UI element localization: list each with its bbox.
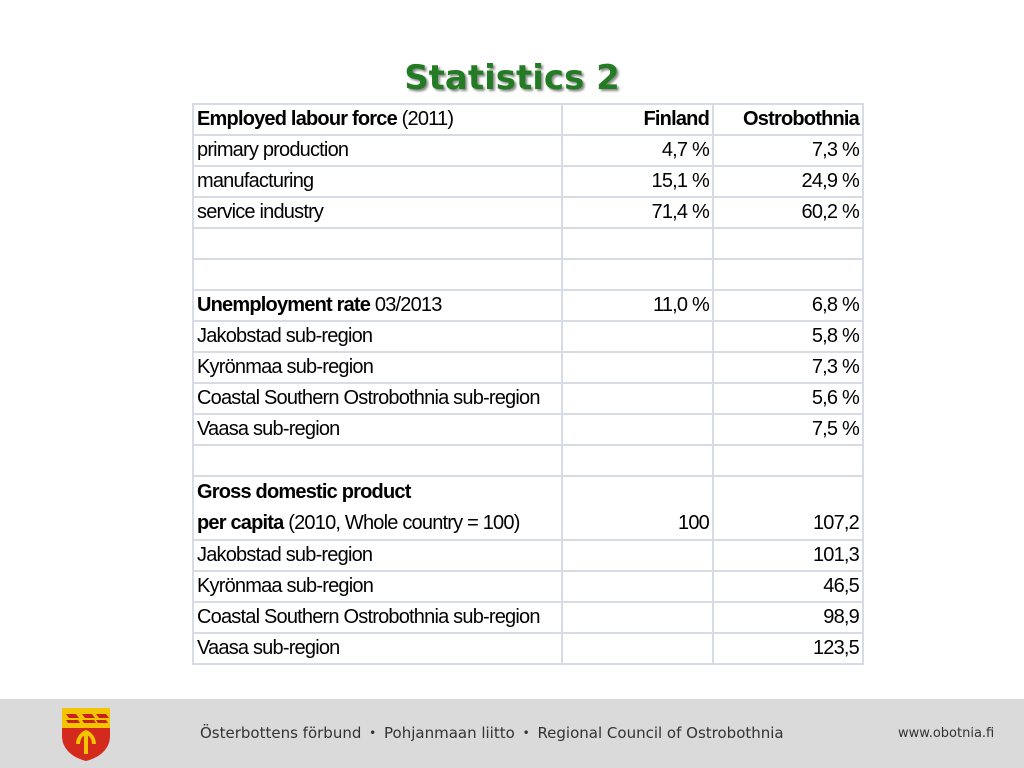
finland-value: 4,7 % xyxy=(562,135,713,166)
row-label: Coastal Southern Ostrobothnia sub-region xyxy=(193,602,562,633)
ostrobothnia-coat-of-arms-icon xyxy=(60,706,112,762)
finland-value xyxy=(562,352,713,383)
footer-separator: • xyxy=(369,726,377,740)
slide-title: Statistics 2 xyxy=(404,58,620,98)
finland-value: 71,4 % xyxy=(562,197,713,228)
table-row xyxy=(193,540,863,571)
column-header-finland: Finland xyxy=(562,104,713,135)
ostrobothnia-value: 5,8 % xyxy=(713,321,863,352)
row-label: primary production xyxy=(193,135,562,166)
finland-value: 11,0 % xyxy=(562,290,713,321)
table-row xyxy=(193,602,863,633)
finland-value xyxy=(562,633,713,664)
table-row xyxy=(193,414,863,445)
finland-value xyxy=(562,383,713,414)
row-label: Kyrönmaa sub-region xyxy=(193,571,562,602)
empty-row xyxy=(193,445,863,476)
row-label: Jakobstad sub-region xyxy=(193,321,562,352)
column-header-ostrobothnia: Ostrobothnia xyxy=(713,104,863,135)
empty-cell xyxy=(193,228,562,259)
table-row xyxy=(193,633,863,664)
empty-cell xyxy=(713,228,863,259)
empty-cell xyxy=(193,445,562,476)
finland-value xyxy=(562,540,713,571)
ostrobothnia-value: 7,5 % xyxy=(713,414,863,445)
finland-value xyxy=(562,414,713,445)
table-row xyxy=(193,135,863,166)
table-row xyxy=(193,383,863,414)
row-label: Coastal Southern Ostrobothnia sub-region xyxy=(193,383,562,414)
table-header-row xyxy=(193,104,863,135)
row-label: Vaasa sub-region xyxy=(193,633,562,664)
footer-org-finnish: Pohjanmaan liitto xyxy=(384,724,515,742)
row-label: manufacturing xyxy=(193,166,562,197)
ostrobothnia-value: 7,3 % xyxy=(713,135,863,166)
finland-value xyxy=(562,321,713,352)
table-row xyxy=(193,197,863,228)
empty-row xyxy=(193,259,863,290)
empty-cell xyxy=(562,228,713,259)
empty-cell xyxy=(562,445,713,476)
ostrobothnia-value: 101,3 xyxy=(713,540,863,571)
statistics-table xyxy=(192,103,864,665)
ostrobothnia-value: 60,2 % xyxy=(713,197,863,228)
ostrobothnia-value: 123,5 xyxy=(713,633,863,664)
finland-value xyxy=(562,571,713,602)
ostrobothnia-value: 7,3 % xyxy=(713,352,863,383)
finland-value: 100 xyxy=(562,476,713,540)
unemployment-rate-row xyxy=(193,290,863,321)
table-row xyxy=(193,571,863,602)
ostrobothnia-value: 107,2 xyxy=(713,476,863,540)
ostrobothnia-value: 46,5 xyxy=(713,571,863,602)
empty-cell xyxy=(713,445,863,476)
footer-separator: • xyxy=(522,726,530,740)
empty-cell xyxy=(193,259,562,290)
ostrobothnia-value: 5,6 % xyxy=(713,383,863,414)
gdp-per-capita-row xyxy=(193,476,863,540)
empty-cell xyxy=(562,259,713,290)
ostrobothnia-value: 98,9 xyxy=(713,602,863,633)
ostrobothnia-value: 6,8 % xyxy=(713,290,863,321)
statistics-table-container xyxy=(192,103,862,761)
row-label: Kyrönmaa sub-region xyxy=(193,352,562,383)
table-row xyxy=(193,166,863,197)
unemployment-rate-label: Unemployment rate 03/2013 xyxy=(193,290,562,321)
footer-org-english: Regional Council of Ostrobothnia xyxy=(537,724,784,742)
footer-org-swedish: Österbottens förbund xyxy=(200,724,362,742)
employed-labour-force-header: Employed labour force (2011) xyxy=(193,104,562,135)
finland-value: 15,1 % xyxy=(562,166,713,197)
footer-website-url[interactable]: www.obotnia.fi xyxy=(898,726,995,741)
finland-value xyxy=(562,602,713,633)
gdp-per-capita-label: Gross domestic product per capita (2010, Whole country = 100) xyxy=(193,476,562,540)
footer-organization-names xyxy=(200,724,784,742)
empty-cell xyxy=(713,259,863,290)
table-row xyxy=(193,321,863,352)
row-label: service industry xyxy=(193,197,562,228)
row-label: Jakobstad sub-region xyxy=(193,540,562,571)
empty-row xyxy=(193,228,863,259)
row-label: Vaasa sub-region xyxy=(193,414,562,445)
table-row xyxy=(193,352,863,383)
ostrobothnia-value: 24,9 % xyxy=(713,166,863,197)
